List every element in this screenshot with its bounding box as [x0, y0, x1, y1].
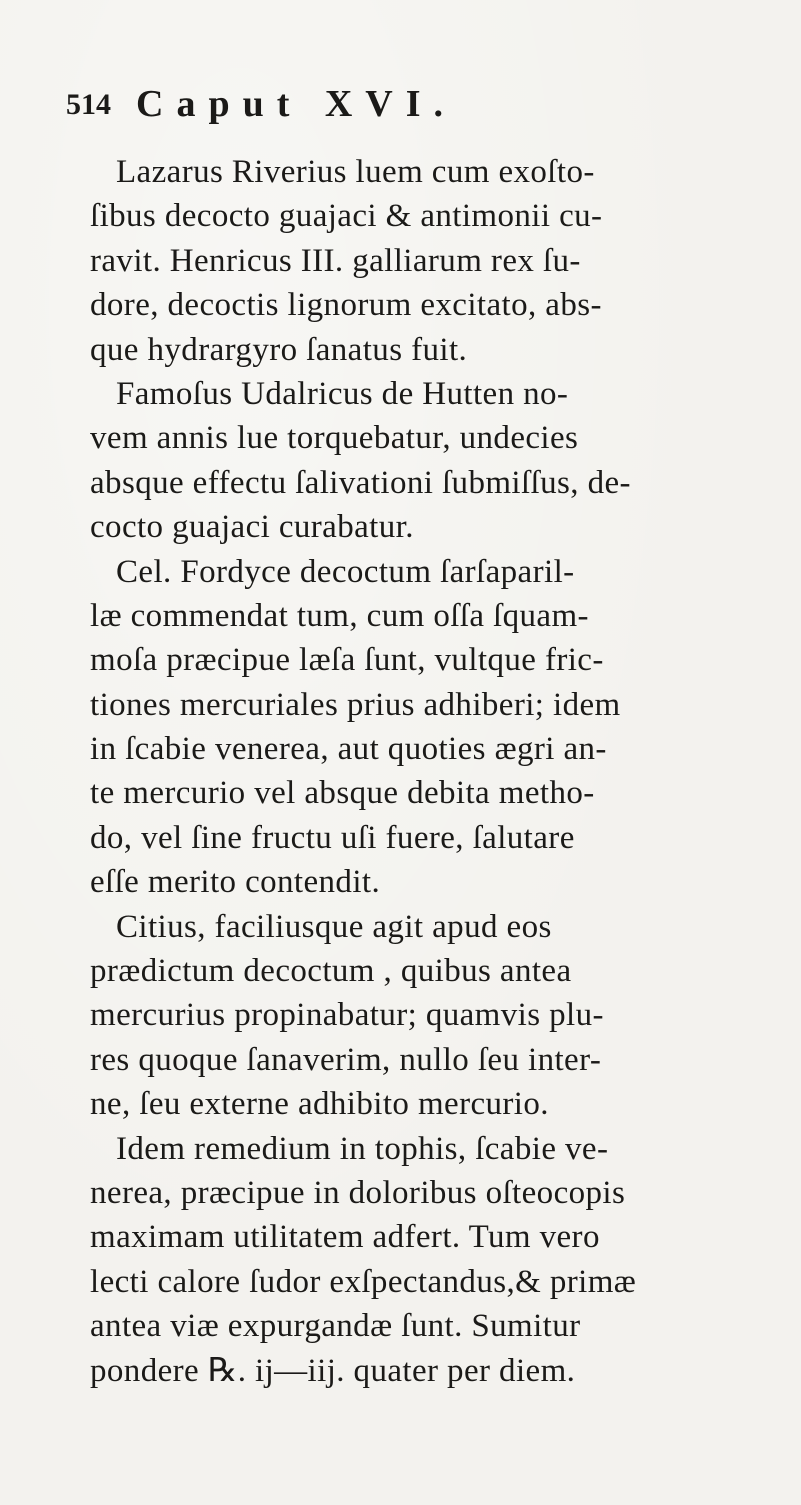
text-line: ravit. Henricus III. galliarum rex ſu-: [90, 242, 581, 279]
page-header: [66, 82, 746, 132]
text-line: do, vel ſine fructu uſi fuere, ſalutare: [90, 819, 575, 856]
text-line: cocto guajaci curabatur.: [90, 509, 414, 546]
text-line: lecti calore ſudor exſpectandus,& primæ: [90, 1263, 637, 1300]
text-line: Cel. Fordyce decoctum ſarſaparil-: [116, 553, 575, 590]
page-number: 514: [66, 88, 111, 121]
text-line: absque effectu ſalivationi ſubmiſſus, de-: [90, 464, 631, 501]
text-line: Famoſus Udalricus de Hutten no-: [116, 375, 569, 412]
text-line: pondere ℞. ij—iij. quater per diem.: [90, 1352, 576, 1389]
text-line: dore, decoctis lignorum excitato, abs-: [90, 287, 602, 324]
text-line: que hydrargyro ſanatus fuit.: [90, 331, 468, 368]
text-line: te mercurio vel absque debita metho-: [90, 775, 595, 812]
text-line: Idem remedium in tophis, ſcabie ve-: [116, 1130, 609, 1167]
text-line: læ commendat tum, cum oſſa ſquam-: [90, 597, 589, 634]
running-head: Caput XVI.: [136, 83, 457, 125]
text-line: mercurius propinabatur; quamvis plu-: [90, 997, 604, 1034]
text-line: maximam utilitatem adfert. Tum vero: [90, 1219, 600, 1256]
text-line: ne, ſeu externe adhibito mercurio.: [90, 1086, 549, 1123]
text-line: eſſe merito contendit.: [90, 864, 381, 901]
text-line: moſa præcipue læſa ſunt, vultque fric-: [90, 642, 604, 679]
text-line: ſibus decocto guajaci & antimonii cu-: [90, 198, 603, 235]
body-text: [90, 150, 790, 1393]
text-line: vem annis lue torquebatur, undecies: [90, 420, 579, 457]
text-line: nerea, præcipue in doloribus oſteocopis: [90, 1174, 626, 1211]
text-line: tiones mercuriales prius adhiberi; idem: [90, 686, 621, 723]
text-line: res quoque ſanaverim, nullo ſeu inter-: [90, 1041, 602, 1078]
text-line: antea viæ expurgandæ ſunt. Sumitur: [90, 1308, 581, 1345]
text-line: prædictum decoctum , quibus antea: [90, 953, 572, 990]
text-line: Citius, faciliusque agit apud eos: [116, 908, 552, 945]
text-line: in ſcabie venerea, aut quoties ægri an-: [90, 731, 607, 768]
text-line: Lazarus Riverius luem cum exoſto-: [116, 154, 595, 190]
